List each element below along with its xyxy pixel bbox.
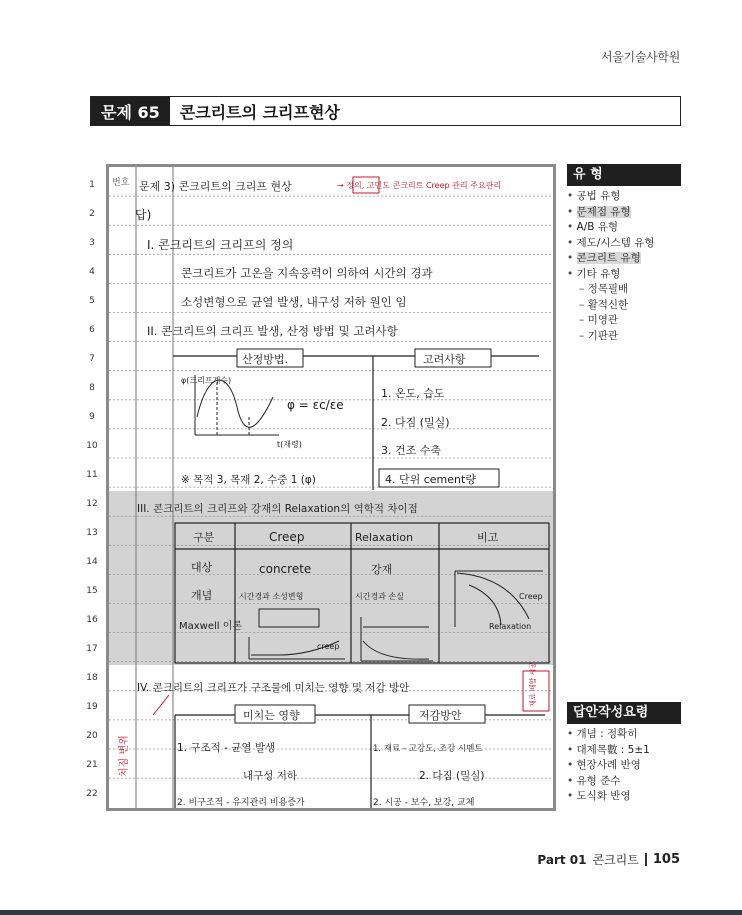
hw-line-17: creep <box>317 642 340 651</box>
type-item-label: 제도/시스템 유형 <box>576 236 655 249</box>
red-arrow <box>153 695 169 715</box>
hw-line-12: III. 콘크리트의 크리프와 강재의 Relaxation의 역학적 차이점 <box>137 503 418 515</box>
type-item-label: 정목필배 <box>587 283 629 295</box>
hw-line-15d: Creep <box>519 592 543 601</box>
type-item <box>567 267 681 283</box>
hw-line-14a: 대상 <box>191 561 213 574</box>
type-item <box>567 313 681 329</box>
type-item-label: 공법 유형 <box>576 190 621 202</box>
line-number: 11 <box>86 470 98 480</box>
hw-line-8b: φ = εc/εe <box>287 398 344 412</box>
guide-item: • 대제목數 : 5±1 <box>567 743 681 759</box>
line-number: 12 <box>86 499 98 509</box>
hw-line-14b: concrete <box>259 562 312 576</box>
hw-line-15c: 시간경과 손실 <box>355 592 404 601</box>
hw-line-16b: Relaxation <box>489 622 532 631</box>
hw-line-16a: Maxwell 이론 <box>179 621 243 632</box>
hw-line-7b: 고려사항 <box>423 353 466 366</box>
line-number: 13 <box>86 528 98 538</box>
line-number: 3 <box>89 238 95 248</box>
line-number: 8 <box>89 383 95 393</box>
hw-line-19a: 미치는 영향 <box>243 709 300 722</box>
type-item-label: 콘크리트 유형 <box>576 252 641 264</box>
guide-panel-title: 답안작성요령 <box>567 702 681 724</box>
page-number: 105 <box>652 852 680 867</box>
type-item-label: 문제점 유형 <box>576 205 631 218</box>
page-footer <box>537 851 680 868</box>
guide-item: • 도식화 반영 <box>567 789 681 805</box>
type-item <box>567 329 681 345</box>
hw-line-2: 답) <box>135 208 152 222</box>
hw-line-13a: 구분 <box>193 531 215 544</box>
line-number: 10 <box>86 441 98 451</box>
guide-list <box>567 727 681 805</box>
hw-line-22a: 2. 비구조적 - 유지관리 비용증가 <box>177 798 305 808</box>
problem-title-bar <box>90 96 681 126</box>
type-item-label: 활적신한 <box>587 298 629 311</box>
hw-line-8c: 1. 온도, 습도 <box>381 387 445 400</box>
hw-line-10a: 3. 건조 수축 <box>381 444 441 457</box>
hw-line-21a: 내구성 저하 <box>243 770 298 782</box>
hw-line-21b: 2. 다짐 (밀실) <box>419 770 485 782</box>
footer-chapter: 콘크리트 <box>592 853 639 867</box>
guide-item: • 현장사례 반영 <box>567 758 681 774</box>
type-item-label: A/B 유형 <box>576 221 619 233</box>
type-item-label: 미영관 <box>587 314 619 326</box>
hw-line-18-red: 재료 배합 시공 <box>529 661 537 707</box>
hw-line-1-red: → 정의, 고민도 콘크리트 Creep 관리 주요관리 <box>337 181 502 190</box>
type-item <box>567 205 681 221</box>
bottom-strip <box>0 910 742 915</box>
hw-line-4: 콘크리트가 고온을 지속응력이 의하여 시간의 경과 <box>181 266 433 280</box>
answer-sheet <box>106 164 556 811</box>
hw-line-13c: Relaxation <box>355 531 414 544</box>
type-item <box>567 251 681 267</box>
type-item-label: 기판관 <box>587 329 619 342</box>
line-number: 17 <box>86 644 98 654</box>
type-item <box>567 220 681 236</box>
line-number: 16 <box>86 615 98 625</box>
section-4-frame <box>175 715 545 808</box>
problem-number: 문제 65 <box>91 97 170 125</box>
hw-line-1: 문제 3) 콘크리트의 크리프 현상 <box>139 180 292 193</box>
hw-line-15b: 시간경과 소성변형 <box>239 592 304 601</box>
hw-line-14c: 강재 <box>371 563 393 576</box>
institute-name: 서울기술사학원 <box>600 50 680 64</box>
number-header: 번호 <box>112 178 130 188</box>
line-number: 20 <box>86 731 98 741</box>
line-number: 18 <box>86 673 98 683</box>
type-item <box>567 298 681 314</box>
hw-line-13d: 비고 <box>477 531 499 544</box>
footer-separator <box>645 853 647 866</box>
hw-margin-red: 처짐 변위 <box>119 735 130 777</box>
hw-line-13b: Creep <box>269 530 305 544</box>
hw-line-9: 2. 다짐 (밀실) <box>381 416 450 429</box>
line-number: 9 <box>89 412 95 422</box>
hw-line-18: IV. 콘크리트의 크리프가 구조물에 미치는 영향 및 저감 방안 <box>137 682 410 694</box>
hw-line-15a: 개념 <box>191 589 213 602</box>
line-number: 4 <box>89 267 95 277</box>
type-item <box>567 282 681 298</box>
line-number: 22 <box>86 789 98 799</box>
hw-line-5: 소성변형으로 균열 발생, 내구성 저하 원인 임 <box>181 295 407 309</box>
hw-line-19b: 저감방안 <box>419 709 462 722</box>
type-panel <box>567 164 681 344</box>
answer-sheet-canvas <box>109 167 553 808</box>
type-item-label: 기타 유형 <box>576 267 621 280</box>
problem-title: 콘크리트의 크리프현상 <box>179 102 340 122</box>
hw-line-11a: ※ 목적 3, 목재 2, 수중 1 (φ) <box>181 474 316 486</box>
line-number: 15 <box>86 586 98 596</box>
hw-line-10b: t(재령) <box>277 440 302 449</box>
guide-item: • 개념 : 정확히 <box>567 727 681 743</box>
type-item <box>567 189 681 205</box>
type-panel-title: 유 형 <box>567 164 681 186</box>
line-number: 5 <box>89 296 95 306</box>
line-number: 2 <box>89 209 95 219</box>
type-item <box>567 236 681 252</box>
footer-part: Part 01 <box>537 852 587 867</box>
hw-line-6: II. 콘크리트의 크리프 발생, 산정 방법 및 고려사항 <box>147 324 398 338</box>
line-number: 7 <box>89 354 95 364</box>
hw-line-8a: φ(크리프계수) <box>181 376 232 385</box>
line-number: 19 <box>86 702 98 712</box>
hw-line-20a: 1. 구조적 - 균열 발생 <box>177 742 276 754</box>
line-number: 6 <box>89 325 95 335</box>
guide-item: • 유형 준수 <box>567 774 681 790</box>
guide-panel <box>567 702 681 805</box>
hw-line-7a: 산정방법. <box>242 353 289 366</box>
line-number: 14 <box>86 557 98 567</box>
hw-line-22b: 2. 시공 - 보수, 보강, 교체 <box>373 798 475 808</box>
hw-line-11b: 4. 단위 cement량 <box>385 473 476 486</box>
type-list <box>567 189 681 344</box>
line-number: 1 <box>89 180 95 190</box>
line-number: 21 <box>86 760 98 770</box>
hw-line-3: I. 콘크리트의 크리프의 정의 <box>147 238 294 252</box>
hw-line-20b: 1. 재료 - 고강도, 조강 시멘트 <box>373 744 483 754</box>
